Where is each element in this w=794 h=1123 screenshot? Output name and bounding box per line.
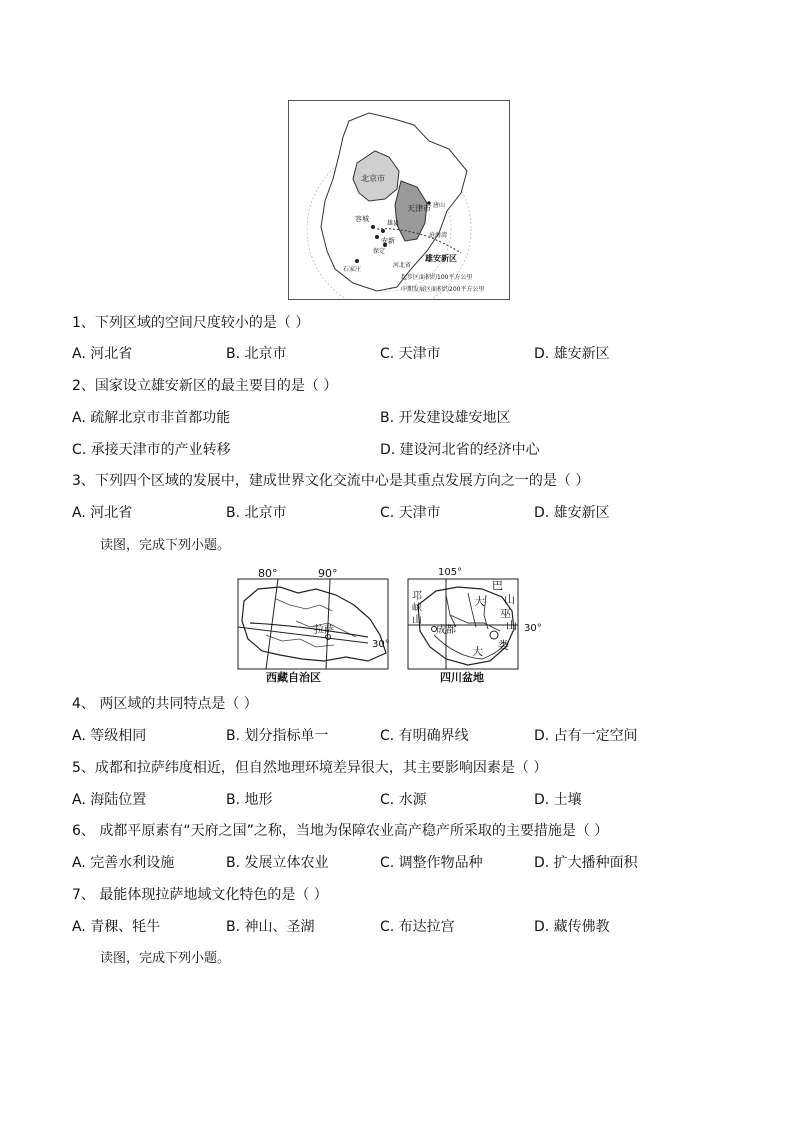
label-lhasa: 拉萨 [314,625,334,636]
label-cangzhou: 沧海湾 [429,232,448,239]
question-7: 7、 最能体现拉萨地域文化特色的是（ ） [72,887,328,903]
label-xiongan: 雄安新区 [425,254,457,263]
instruction-note-1: 读图，完成下列小题。 [100,538,231,553]
anxin-dot [375,235,379,239]
q5-option-b[interactable]: B. 地形 [226,792,273,808]
label-shan-1: 山 [504,593,515,606]
xiongan-map-figure [288,100,510,300]
label-ba: 巴 [492,579,503,592]
sichuan-lon-105: 105° [438,567,463,578]
label-qionglai-3: 山 [412,615,422,626]
label-tangshan: 唐山 [433,202,446,209]
q6-option-a[interactable]: A. 完善水利设施 [72,855,175,871]
legend-start-zone: 起步区面积约100平方公里 [401,274,473,281]
label-qionglai-2: 崃 [412,603,422,614]
sichuan-lat-30: 30° [524,623,542,634]
question-3: 3、下列四个区域的发展中，建成世界文化交流中心是其重点发展方向之一的是（ ） [72,473,590,489]
q7-option-c[interactable]: C. 布达拉宫 [380,919,455,935]
tibet-lon-90: 90° [318,567,338,580]
q1-option-d[interactable]: D. 雄安新区 [534,346,610,362]
question-2: 2、国家设立雄安新区的最主要目的是（ ） [72,378,338,394]
label-shijiazhuang: 石家庄 [343,266,362,273]
q3-option-c[interactable]: C. 天津市 [380,505,441,521]
q4-option-d[interactable]: D. 占有一定空间 [534,728,638,744]
q3-option-a[interactable]: A. 河北省 [72,505,133,521]
question-6: 6、 成都平原素有“天府之国”之称，当地为保障农业高产稳产所采取的主要措施是（ ） [72,823,609,839]
label-anxin: 安新 [381,237,395,245]
q7-option-b[interactable]: B. 神山、圣湖 [226,919,315,935]
q1-option-b[interactable]: B. 北京市 [226,346,287,362]
label-rongcheng: 容城 [355,215,369,223]
shijiazhuang-dot [355,259,359,263]
q2-option-c[interactable]: C. 承接天津市的产业转移 [72,442,231,458]
label-chengdu: 成都 [436,625,456,636]
q6-option-c[interactable]: C. 调整作物品种 [380,855,483,871]
question-1: 1、下列区域的空间尺度较小的是（ ） [72,315,310,331]
rongcheng-dot [371,225,375,229]
xiongan-map [289,101,509,299]
xiongxian-dot [381,229,385,233]
tibet-caption: 西藏自治区 [266,671,321,684]
q2-option-d[interactable]: D. 建设河北省的经济中心 [380,442,540,458]
legend-mid-zone: 中期发展区面积约200平方公里 [401,286,485,293]
label-beijing: 北京市 [361,174,385,183]
q4-option-b[interactable]: B. 划分指标单一 [226,728,329,744]
q2-option-b[interactable]: B. 开发建设雄安地区 [380,410,511,426]
tibet-sichuan-figure [236,565,554,687]
tibet-sichuan-map [236,565,554,687]
label-da-1: 大 [474,595,485,608]
q7-option-a[interactable]: A. 青稞、牦牛 [72,919,161,935]
label-da-2: 大 [472,645,483,658]
label-shan-2: 山 [506,619,517,632]
label-xiongxian: 雄县 [387,220,400,227]
q5-option-a[interactable]: A. 海陆位置 [72,792,147,808]
tibet-lon-80: 80° [258,567,278,580]
label-qionglai-1: 邛 [412,591,422,602]
q4-option-c[interactable]: C. 有明确界线 [380,728,469,744]
label-lou: 娄 [498,639,509,652]
q7-option-d[interactable]: D. 藏传佛教 [534,919,610,935]
q6-option-b[interactable]: B. 发展立体农业 [226,855,329,871]
label-hebei: 河北省 [393,262,412,269]
question-5: 5、成都和拉萨纬度相近，但自然地理环境差异很大，其主要影响因素是（ ） [72,760,548,776]
q3-option-b[interactable]: B. 北京市 [226,505,287,521]
q1-option-c[interactable]: C. 天津市 [380,346,441,362]
q4-option-a[interactable]: A. 等级相同 [72,728,147,744]
q1-option-a[interactable]: A. 河北省 [72,346,133,362]
label-baoding: 保定 [373,248,386,255]
q3-option-d[interactable]: D. 雄安新区 [534,505,610,521]
q5-option-c[interactable]: C. 水源 [380,792,427,808]
instruction-note-2: 读图，完成下列小题。 [100,951,231,966]
q6-option-d[interactable]: D. 扩大播种面积 [534,855,638,871]
q2-option-a[interactable]: A. 疏解北京市非首都功能 [72,410,231,426]
sichuan-caption: 四川盆地 [440,671,484,684]
label-tianjin: 天津市 [407,204,431,213]
label-wu: 巫 [500,607,511,620]
q5-option-d[interactable]: D. 土壤 [534,792,582,808]
tibet-lat-30: 30° [372,639,390,650]
question-4: 4、 两区域的共同特点是（ ） [72,696,258,712]
